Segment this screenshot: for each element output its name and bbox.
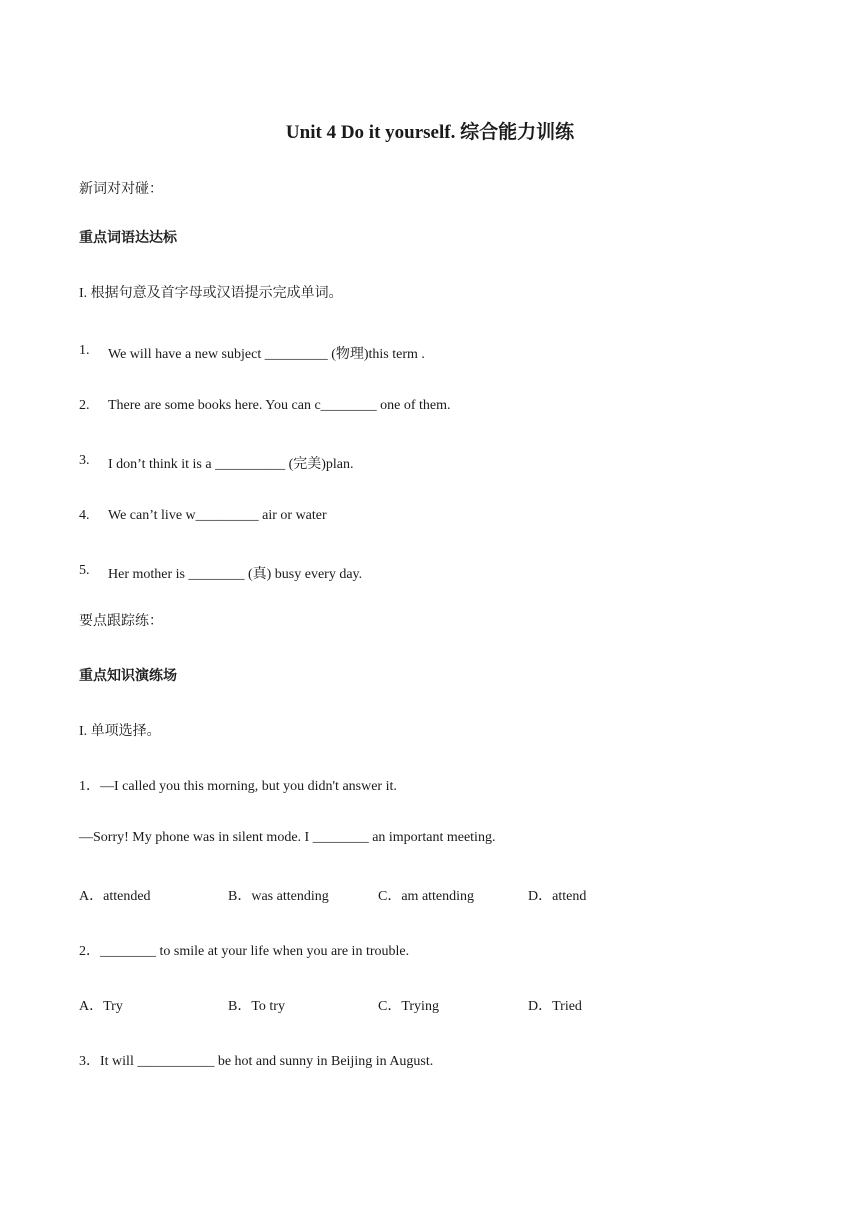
item-text: Her mother is ________ (真) busy every day. [108,567,363,582]
item-text: I don’t think it is a __________ (完美)plan. [108,457,354,472]
option-a: A．Try [79,999,123,1014]
question-text: 2．________ to smile at your life when you are in trouble. [79,944,410,959]
key-points-intro: 要点跟踪练： [79,614,163,629]
item-number: 2. [79,398,90,413]
option-d: D．Tried [528,999,582,1014]
item-number: 1. [79,343,90,358]
item-text: We will have a new subject _________ (物理)this term . [108,347,425,362]
key-knowledge-heading: 重点知识演练场 [79,669,177,684]
key-words-heading: 重点词语达达标 [79,231,177,246]
multiple-choice-instruction: I. 单项选择。 [79,724,161,739]
question-text: 1．—I called you this morning, but you didn't answer it. [79,779,397,794]
item-text: There are some books here. You can c________ one of them. [108,398,451,413]
option-c: C．Trying [378,999,439,1014]
page-title: Unit 4 Do it yourself. 综合能力训练 [285,122,575,143]
question-text: —Sorry! My phone was in silent mode. I ________ an important meeting. [79,830,496,845]
item-number: 5. [79,563,90,578]
question-text: 3．It will ___________ be hot and sunny in Beijing in August. [79,1054,434,1069]
item-number: 4. [79,508,90,523]
fill-in-instruction: I. 根据句意及首字母或汉语提示完成单词。 [79,286,343,301]
item-text: We can’t live w_________ air or water [108,508,327,523]
option-b: B．was attending [228,889,329,904]
option-b: B．To try [228,999,285,1014]
item-number: 3. [79,453,90,468]
option-d: D．attend [528,889,587,904]
option-c: C．am attending [378,889,475,904]
new-words-intro: 新词对对碰： [79,182,163,197]
option-a: A．attended [79,889,151,904]
